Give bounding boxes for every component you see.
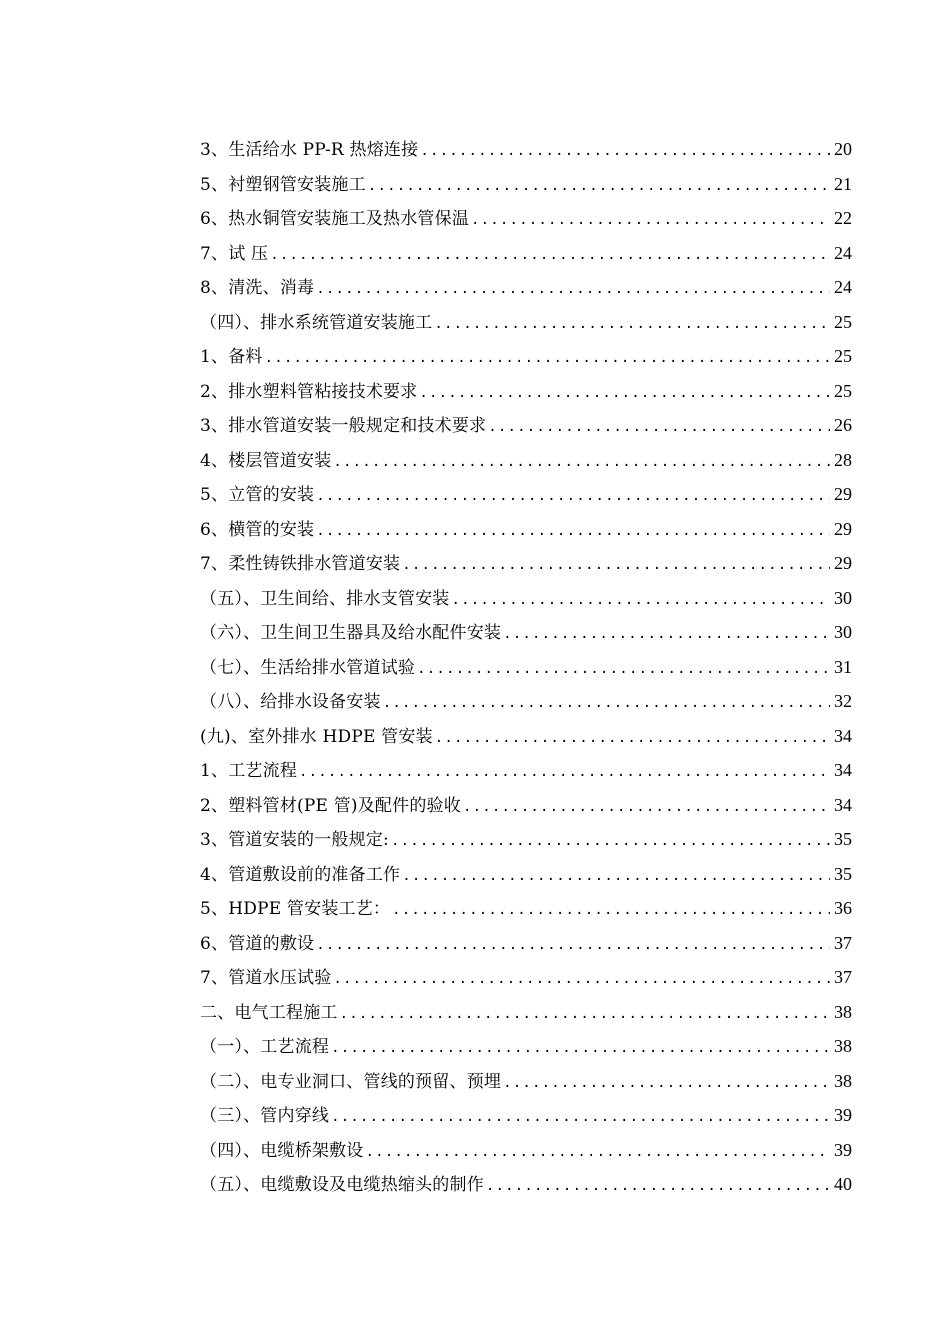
toc-entry[interactable] (200, 615, 852, 650)
toc-entry[interactable] (200, 995, 852, 1030)
toc-entry[interactable] (200, 512, 852, 547)
dot-leader (452, 583, 831, 618)
toc-entry[interactable] (200, 201, 852, 236)
toc-entry[interactable] (200, 581, 852, 616)
dot-leader (316, 928, 830, 963)
dot-leader (488, 410, 830, 445)
dot-leader (333, 445, 830, 480)
toc-entry-title: （二）、电专业洞口、管线的预留、预埋 (200, 1071, 502, 1092)
toc-entry[interactable] (200, 546, 852, 581)
toc-entry-page-number: 40 (834, 1174, 852, 1194)
toc-entry-title: 7、柔性铸铁排水管道安装 (200, 554, 401, 574)
toc-entry-page-number: 28 (834, 449, 852, 470)
toc-entry[interactable] (200, 443, 852, 478)
toc-entry-page-number: 38 (834, 1070, 852, 1091)
toc-entry[interactable] (200, 477, 852, 512)
toc-entry[interactable] (200, 822, 852, 857)
toc-entry-title: 5、HDPE 管安装工艺： (200, 899, 391, 919)
toc-entry[interactable] (200, 167, 852, 202)
toc-entry-page-number: 29 (834, 518, 852, 539)
toc-entry[interactable] (200, 270, 852, 305)
toc-entry-page-number: 37 (834, 967, 852, 987)
toc-entry-title: 3、管道安装的一般规定: (200, 830, 389, 850)
toc-entry[interactable] (200, 926, 852, 961)
toc-entry-title: 3、排水管道安装一般规定和技术要求 (200, 416, 487, 436)
toc-entry-title: （八）、给排水设备安装 (200, 692, 381, 712)
toc-entry-page-number: 36 (834, 898, 852, 918)
toc-entry-page-number: 38 (834, 1036, 852, 1056)
toc-entry-page-number: 39 (834, 1105, 852, 1125)
dot-leader (331, 1100, 830, 1135)
toc-entry-title: 2、塑料管材(PE 管)及配件的验收 (200, 795, 461, 816)
dot-leader (417, 652, 830, 687)
toc-entry[interactable] (200, 305, 852, 340)
toc-entry-title: 8、清洗、消毒 (200, 278, 315, 298)
dot-leader (463, 790, 830, 825)
dot-leader (402, 548, 830, 583)
toc-entry[interactable] (200, 374, 852, 409)
toc-entry-title: （六）、卫生间卫生器具及给水配件安装 (200, 623, 502, 643)
toc-entry-page-number: 29 (834, 553, 852, 573)
toc-entry-title: 1、备料 (200, 347, 263, 367)
toc-entry-page-number: 21 (834, 173, 852, 194)
toc-entry-title: （四）、排水系统管道安装施工 (200, 312, 433, 333)
toc-entry-title: 二、电气工程施工 (200, 1002, 338, 1023)
toc-entry-page-number: 20 (834, 139, 852, 159)
dot-leader (265, 341, 830, 376)
toc-entry[interactable] (200, 1064, 852, 1099)
toc-entry-title: 2、排水塑料管粘接技术要求 (200, 381, 418, 402)
dot-leader (435, 721, 830, 756)
toc-entry-title: (九)、室外排水 HDPE 管安装 (200, 726, 433, 747)
toc-entry-title: （一）、工艺流程 (200, 1037, 330, 1057)
toc-entry[interactable] (200, 650, 852, 685)
toc-entry-page-number: 26 (834, 415, 852, 435)
toc-entry-title: 7、试 压 (200, 243, 269, 264)
dot-leader (383, 686, 830, 721)
dot-leader (368, 169, 830, 204)
toc-entry-title: 3、生活给水 PP-R 热熔连接 (200, 140, 419, 160)
toc-entry[interactable] (200, 891, 852, 926)
toc-entry[interactable] (200, 960, 852, 995)
toc-entry-page-number: 30 (834, 622, 852, 642)
toc-entry-title: 7、管道水压试验 (200, 968, 332, 988)
table-of-contents (200, 132, 852, 1202)
toc-entry-title: 4、楼层管道安装 (200, 450, 332, 471)
toc-entry-title: 6、管道的敷设 (200, 933, 315, 954)
toc-entry[interactable] (200, 753, 852, 788)
toc-entry-title: 5、衬塑钢管安装施工 (200, 174, 366, 195)
toc-entry[interactable] (200, 857, 852, 892)
dot-leader (391, 824, 830, 859)
dot-leader (340, 997, 830, 1032)
dot-leader (419, 376, 830, 411)
toc-entry-title: 6、热水铜管安装施工及热水管保温 (200, 209, 470, 229)
toc-entry[interactable] (200, 1133, 852, 1168)
dot-leader (333, 962, 830, 997)
toc-entry-page-number: 34 (834, 725, 852, 746)
toc-entry[interactable] (200, 1167, 852, 1202)
toc-entry-page-number: 31 (834, 656, 852, 677)
dot-leader (316, 272, 830, 307)
toc-entry[interactable] (200, 1098, 852, 1133)
toc-entry-page-number: 34 (834, 760, 852, 780)
toc-entry-page-number: 25 (834, 311, 852, 332)
dot-leader (331, 1031, 830, 1066)
toc-entry-title: 4、管道敷设前的准备工作 (200, 864, 401, 885)
dot-leader (486, 1169, 830, 1204)
toc-entry-page-number: 22 (834, 208, 852, 228)
toc-entry[interactable] (200, 684, 852, 719)
toc-entry-page-number: 32 (834, 691, 852, 711)
dot-leader (503, 617, 830, 652)
dot-leader (316, 479, 830, 514)
toc-entry-page-number: 35 (834, 829, 852, 849)
toc-entry-title: 1、工艺流程 (200, 761, 298, 781)
toc-entry-page-number: 30 (834, 587, 852, 608)
toc-entry-page-number: 38 (834, 1001, 852, 1022)
toc-entry[interactable] (200, 408, 852, 443)
dot-leader (392, 893, 830, 928)
dot-leader (471, 203, 830, 238)
toc-entry-title: （三）、管内穿线 (200, 1106, 330, 1126)
toc-entry-page-number: 25 (834, 346, 852, 366)
toc-entry-title: （七）、生活给排水管道试验 (200, 657, 416, 678)
toc-entry[interactable] (200, 132, 852, 167)
toc-entry-page-number: 34 (834, 794, 852, 815)
toc-entry[interactable] (200, 1029, 852, 1064)
toc-entry-title: （五）、电缆敷设及电缆热缩头的制作 (200, 1175, 484, 1195)
toc-entry-page-number: 37 (834, 932, 852, 953)
toc-entry-title: 5、立管的安装 (200, 485, 315, 505)
dot-leader (270, 238, 830, 273)
toc-entry-title: 6、横管的安装 (200, 519, 315, 540)
toc-entry-page-number: 25 (834, 380, 852, 401)
toc-entry[interactable] (200, 719, 852, 754)
dot-leader (503, 1066, 830, 1101)
toc-entry-page-number: 35 (834, 863, 852, 884)
toc-entry-page-number: 29 (834, 484, 852, 504)
dot-leader (420, 134, 830, 169)
toc-entry-page-number: 39 (834, 1139, 852, 1160)
toc-entry[interactable] (200, 339, 852, 374)
toc-entry-page-number: 24 (834, 242, 852, 263)
toc-entry-page-number: 24 (834, 277, 852, 297)
dot-leader (366, 1135, 831, 1170)
dot-leader (434, 307, 830, 342)
toc-entry-title: （四）、电缆桥架敷设 (200, 1140, 364, 1161)
toc-entry-title: （五）、卫生间给、排水支管安装 (200, 588, 450, 609)
dot-leader (316, 514, 830, 549)
dot-leader (299, 755, 830, 790)
dot-leader (402, 859, 830, 894)
toc-entry[interactable] (200, 236, 852, 271)
toc-entry[interactable] (200, 788, 852, 823)
